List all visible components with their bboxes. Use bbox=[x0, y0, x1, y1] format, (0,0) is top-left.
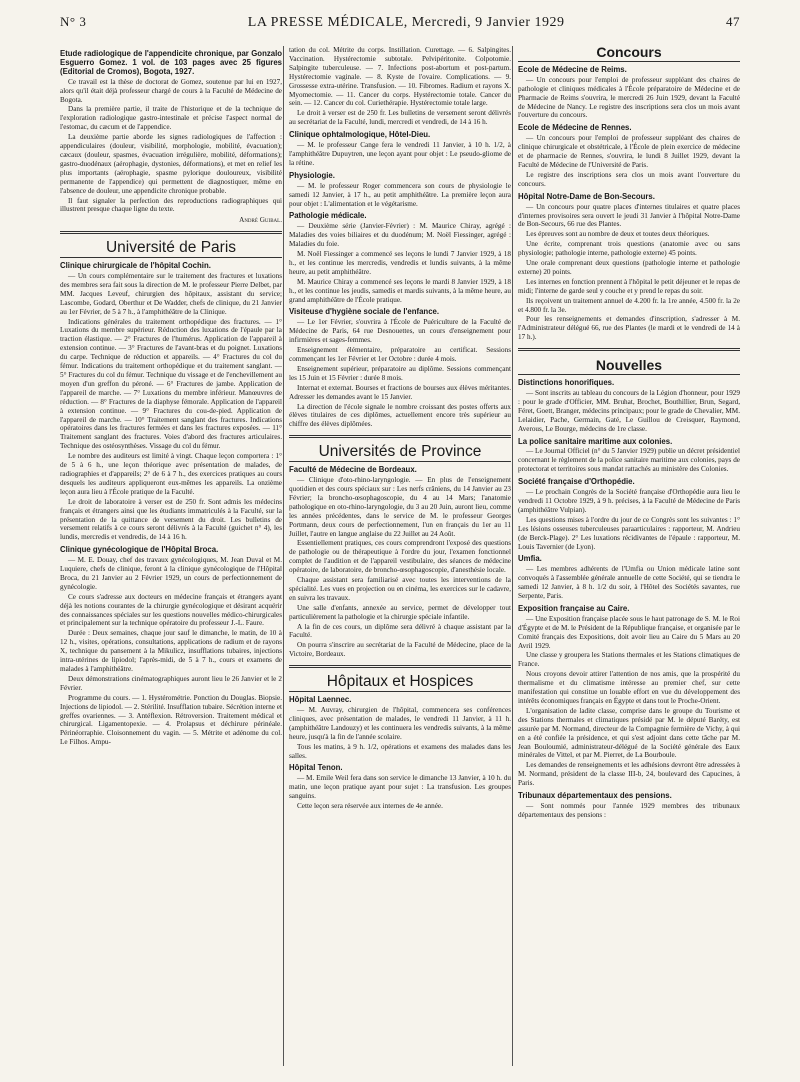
paragraph: — Le 1er Février, s'ouvrira à l'École de Puériculture de la Faculté de Médecine de Paris, 64 rue Desnouettes, un cours d'enseignement pour infirmières et sages-femmes. bbox=[289, 318, 511, 345]
item-title: Clinique gynécologique de l'Hôpital Broca. bbox=[60, 545, 219, 555]
page-number: 47 bbox=[726, 14, 740, 29]
paragraph: M. Noël Fiessinger a commencé ses leçons le lundi 7 Janvier 1929, à 18 h., et les continue les mercredis, vendredis et lundis suivants, à la même heure, au petit amphithéâtre. bbox=[289, 250, 511, 276]
paragraph: Il faut signaler la perfection des reproductions radiographiques qui illustrent presque chaque ligne du texte. bbox=[60, 196, 282, 214]
section-title-universite-paris: Université de Paris bbox=[105, 239, 237, 257]
paragraph: — Sont inscrits au tableau du concours de la Légion d'honneur, pour 1929 : pour le grade d'Officier, MM. Bruhat, Brochet, Bouthillier, Brun, Segard, Féret, Goett, Branger, médecins principaux; pour le grade de Chevalier, MM. Lelaidier, Pache, Germain, Gaté, Le Guillou de Creisquer, Raymond, Averous, Le Bourge, médecins de 1re classe. bbox=[518, 389, 740, 433]
paragraph: Deux démonstrations cinématographiques auront lieu le 26 Janvier et le 2 Février. bbox=[60, 674, 282, 692]
section-rule bbox=[60, 231, 282, 234]
paragraph: M. Maurice Chiray a commencé ses leçons le mardi 8 Janvier 1929, à 18 h., et les continue les jeudis, samedis et mardis suivants, à la même heure, au grand amphithéâtre de l'École pratique. bbox=[289, 277, 511, 304]
paragraph: — Un concours pour l'emploi de professeur suppléant des chaires de clinique chirurgicale et obstétricale, à l'École de plein exercice de médecine et de pharmacie de Rennes, s'ouvrira, le lundi 8 Juillet 1929, devant la Faculté de Médecine de l'Université de Paris. bbox=[518, 134, 740, 169]
paragraph: — Un concours pour l'emploi de professeur suppléant des chaires de pathologie et cliniques médicales à l'École préparatoire de Médecine et de Pharmacie de Reims s'ouvrira, le mercredi 26 Juin 1929, devant la Faculté de Médecine de Nancy. Le registre des inscriptions sera clos un mois avant l'ouverture du concours. bbox=[518, 75, 740, 120]
author-signature: André Guibal. bbox=[239, 216, 282, 225]
paragraph: Enseignement élémentaire, préparatoire au certificat. Sessions commençant les 1er Février et 1er Octobre : durée 4 mois. bbox=[289, 346, 511, 363]
paragraph: On pourra s'inscrire au secrétariat de la Faculté de Médecine, place de la Victoire, Bordeaux. bbox=[289, 641, 511, 659]
paragraph: Le droit à verser est de 250 fr. Les bulletins de versement seront délivrés au secrétariat de la Faculté, lundi, mercredi et vendredi, de 14 à 16 h. bbox=[289, 109, 511, 127]
paragraph: Nous croyons devoir attirer l'attention de nos amis, que la prospérité du thermalisme et du climatisme intéresse au premier chef, sur cette manifestation qui constitue un louable effort en vue du développement des intérêts économiques français en Égypte et dans tout le Proche-Orient. bbox=[518, 670, 740, 705]
item-title: Ecole de Médecine de Rennes. bbox=[518, 123, 632, 133]
paragraph: Ce cours s'adresse aux docteurs en médecine français et étrangers ayant déjà les notions courantes de la chirurgie gynécologique et désirant acquérir des connaissances spéciales sur les questions nouvelles médico-chirurgicales et principalement sur la technique opératoire du professeur J.-L. Faure. bbox=[60, 592, 282, 628]
section-title-nouvelles: Nouvelles bbox=[595, 357, 663, 374]
paragraph: Chaque assistant sera familiarisé avec toutes les interventions de la spécialité. Les vues en projection ou en cinéma, les exercices sur le cadavre, en suivra les travaux. bbox=[289, 576, 511, 602]
paragraph: — Sont nommés pour l'année 1929 membres des tribunaux départementaux des pensions : bbox=[518, 801, 740, 819]
masthead-title: LA PRESSE MÉDICALE, Mercredi, 9 Janvier 1929 bbox=[247, 15, 565, 30]
book-review-title: Etude radiologique de l'appendicite chronique, par Gonzalo Esguerro Gomez. 1 vol. de 103 pages avec 25 figures (Editorial de Cromos), Bogota, 1927. bbox=[60, 49, 282, 76]
item-title: Distinctions honorifiques. bbox=[518, 378, 615, 388]
paragraph: — M. E. Douay, chef des travaux gynécologiques, M. Jean Duval et M. Luquiere, chefs de clinique, feront à la clinique gynécologique de l'Hôpital Broca, du 21 Janvier au 2 Février 1929, un cours de perfectionnement de gynécologie. bbox=[60, 556, 282, 591]
item-title: Faculté de Médecine de Bordeaux. bbox=[289, 465, 417, 475]
paragraph: Essentiellement pratiques, ces cours comprendront l'exposé des questions de pathologie ou de thérapeutique à l'ordre du jour, l'examen fonctionnel complet de l'audition et de l'appareil vestibulaire, des séances de médecine opératoire, de laboratoire, de broncho-œsophagoscopie, d'anesthésie locale. bbox=[289, 539, 511, 575]
paragraph: Ils reçoivent un traitement annuel de 4.200 fr. la 1re année, 4.500 fr. la 2e et 4.800 fr. la 3e. bbox=[518, 296, 740, 314]
paragraph: — Clinique d'oto-rhino-laryngologie. — En plus de l'enseignement quotidien et des cours spéciaux sur : Les nerfs crâniens, du 14 Janvier au 23 Février; la broncho-œsophagoscopie, du 4 au 14 Mars; l'anatomie pathologique en oto-rhino-laryngologie, du 3 au 20 Juin, auront lieu, comme les années précédentes, dans le service de M. le professeur Georges Portmann, deux cours de perfectionnement, l'un en français du 1er au 11 Juillet, l'autre en langue anglaise du 22 Juillet au 24 Août. bbox=[289, 476, 511, 538]
item-title: Visiteuse d'hygiène sociale de l'enfance. bbox=[289, 307, 440, 317]
item-title: Ecole de Médecine de Reims. bbox=[518, 64, 627, 74]
paragraph: tation du col. Métrite du corps. Instillation. Curettage. — 6. Salpingites. Vaccination. Hystérectomie subtotale. Pelvipéritonite. Colpotomie. Salpingite tuberculeuse. — 7. Infections post-abortum et post-partum. Hystérectomie vaginale. — 8. Kyste de l'ovaire. Complications. — 9. Grossesse extra-utérine. Transfusion. — 10. Fibromes. Radium et rayons X. Myomectomie. — 11. Cancer du corps. Hystérectomie totale. Cancer du sein. — 12. Cancer du col. Curiethérapie. Hystérectomie totale large. bbox=[289, 46, 511, 108]
item-title: Physiologie. bbox=[289, 170, 335, 180]
paragraph: Une salle d'enfants, annexée au service, permet de développer tout particulièrement la pathologie et la chirurgie spéciale infantile. bbox=[289, 603, 511, 621]
paragraph: Le droit de laboratoire à verser est de 250 fr. Sont admis les médecins français et étrangers ainsi que les étudiants immatriculés à la Faculté, sur la présentation de la quittance de versement du droit. Les bulletins de versement relatifs à ce cours seront délivrés à la Faculté (guichet n° 4), les lundis, mercredis et vendredis, de 14 à 16 h. bbox=[60, 497, 282, 542]
item-title: Clinique ophtalmologique, Hôtel-Dieu. bbox=[289, 130, 431, 140]
item-title: Pathologie médicale. bbox=[289, 211, 367, 221]
column-divider bbox=[512, 46, 513, 1066]
column-1 bbox=[60, 46, 282, 1076]
item-title: Hôpital Notre-Dame de Bon-Secours. bbox=[518, 191, 655, 201]
item-title: Tribunaux départementaux des pensions. bbox=[518, 791, 672, 801]
paragraph: Les demandes de renseignements et les adhésions devront être adressées à M. Normand, président de la classe III-b, 24, boulevard des Capucines, à Paris. bbox=[518, 761, 740, 788]
column-3 bbox=[518, 46, 740, 1076]
paragraph: Le registre des inscriptions sera clos un mois avant l'ouverture du concours. bbox=[518, 170, 740, 188]
divider bbox=[518, 61, 740, 62]
paragraph: — Les membres adhérents de l'Umfia ou Union médicale latine sont convoqués à l'assemblée générale annuelle de cette Société, qui se tiendra le samedi 12 Janvier, à 8 h. 1/2 du soir, à l'Hôtel des Sociétés savantes, rue Serpente, Paris. bbox=[518, 565, 740, 601]
paragraph: La deuxième partie aborde les signes radiologiques de l'affection : appendiculaires (douleur, visibilité, morphologie, mobilité, évacuation); cæcaux (douleur, spasmes, évacuation irrégulière, mobilité, déformations); gastro-duodénaux (aérophagie, dystonies, déformations), et met en relief les plus importants (aérophagie, spasme pylorique douloureux, visibilité permanente de l'appendice) qui permettent de diagnostiquer, même en l'absence de douleur, une appendicite chronique probable. bbox=[60, 133, 282, 195]
divider bbox=[60, 257, 282, 258]
paragraph: Les questions mises à l'ordre du jour de ce Congrès sont les suivantes : 1° Les lésions osseuses tuberculeuses paraarticulaires : rapporteur, M. Andrieu (de Berck-Plage). 2° Les luxations récidivantes de l'épaule : rapporteur, M. Louis Tavernier (de Lyon). bbox=[518, 515, 740, 551]
column-2 bbox=[289, 46, 511, 1076]
paragraph: Une classe y groupera les Stations thermales et les Stations climatiques de France. bbox=[518, 651, 740, 669]
paragraph: Enseignement supérieur, préparatoire au diplôme. Sessions commençant les 15 Juin et 15 Février : durée 8 mois. bbox=[289, 364, 511, 382]
paragraph: Internat et externat. Bourses et fractions de bourses aux élèves méritantes. Adresser les demandes avant le 15 Janvier. bbox=[289, 383, 511, 401]
paragraph: Le nombre des auditeurs est limité à vingt. Chaque leçon comportera : 1° de 5 à 6 h., une leçon théorique avec présentation de malades, de radiographies et d'appareils; 2° de 6 à 7 h., des exercices pratiques au cours desquels les auditeurs appliqueront eux-mêmes les appareils. La onzième leçon aura lieu à l'École pratique de la Faculté. bbox=[60, 452, 282, 496]
item-title: Hôpital Laennec. bbox=[289, 695, 352, 705]
divider bbox=[289, 461, 511, 462]
paragraph: — Le Journal Officiel (n° du 5 Janvier 1929) publie un décret présidentiel concernant le règlement de la police sanitaire maritime aux colonies, pays de protectorat et territoires sous mandat rattachés au ministère des Colonies. bbox=[518, 447, 740, 474]
paragraph: — Un cours complémentaire sur le traitement des fractures et luxations des membres sera fait sous la direction de M. le professeur Pierre Delbet, par MM. Jacques Leveuf, chirurgien des hôpitaux, assistant du service; Lascombe, Godard, Oberthur et De Wadder, chefs de clinique, du 21 Janvier au 1er Février, de 5 à 7 h., à l'amphithéâtre de la Clinique. bbox=[60, 272, 282, 316]
page-header bbox=[60, 14, 740, 36]
paragraph: Dans la première partie, il traite de l'historique et de la technique de l'exploration radiologique gastro-intestinale et précise l'aspect normal de l'estomac, du cæcum et de l'appendice. bbox=[60, 105, 282, 132]
paragraph: — Une Exposition française placée sous le haut patronage de S. M. le Roi d'Égypte et de M. le Président de la République française, et organisée par le Comité français des Expositions, doit avoir lieu au Caire du 5 Mars au 20 Avril 1929. bbox=[518, 614, 740, 650]
section-title-concours: Concours bbox=[596, 46, 662, 60]
paragraph: Programme du cours. — 1. Hystérométrie. Ponction du Douglas. Biopsie. Injections de lipiodol. — 2. Stérilité. Insufflation tubaire. Sécrétion interne et greffes ovariennes. — 3. Antéflexion. Rétroversion. Traitement médical et chirurgical. Ligamentopexie. — 4. Prolapsus et déchirure périnéale. Périnéorraphie. Cloisonnement du vagin. — 5. Métrite et adénome du col. Le Filhos. Ampu- bbox=[60, 693, 282, 747]
section-rule bbox=[518, 348, 740, 351]
item-title: La police sanitaire maritime aux colonies. bbox=[518, 436, 673, 446]
section-title-hopitaux: Hôpitaux et Hospices bbox=[326, 673, 474, 691]
paragraph: L'organisation de ladite classe, comprise dans le groupe du Tourisme et des Stations thermales et climatiques présidé par M. le député Baréty, est assurée par M. Normand, directeur de la Compagnie fermière de Vichy, à qui en a été confiée la présidence, et qui s'est adjoint dans cette tâche par M. Jean Bouloumié, administrateur-délégué de la Société générale des Eaux minérales de Vittel, et par M. Pierret, de La Bourboule. bbox=[518, 706, 740, 760]
paragraph: — M. Auvray, chirurgien de l'hôpital, commencera ses conférences cliniques, avec présentation de malades, le vendredi 11 Janvier, à 11 h. (amphithéâtre Landouzy) et les continuera les vendredis suivants, à la même heure, jusqu'à la fin de l'année scolaire. bbox=[289, 706, 511, 741]
item-title: Exposition française au Caire. bbox=[518, 603, 630, 613]
paragraph: — Un concours pour quatre places d'internes titulaires et quatre places d'internes provisoires sera ouvert le jeudi 31 Janvier à l'hôpital Notre-Dame de Bon-Secours, 66 rue des Plantes. bbox=[518, 202, 740, 229]
item-title: Hôpital Tenon. bbox=[289, 763, 343, 773]
item-title: Société française d'Orthopédie. bbox=[518, 477, 635, 487]
paragraph: Pour les renseignements et demandes d'inscription, s'adresser à M. l'Administrateur délégué 66, rue des Plantes (le mardi et le vendredi de 14 à 17 h.). bbox=[518, 315, 740, 342]
paragraph: Tous les matins, à 9 h. 1/2, opérations et examens des malades dans les salles. bbox=[289, 742, 511, 760]
paragraph: A la fin de ces cours, un diplôme sera délivré à chaque assistant par la Faculté. bbox=[289, 622, 511, 640]
section-rule bbox=[289, 665, 511, 668]
paragraph: Les internes en fonction prennent à l'hôpital le petit déjeuner et le repas de midi; l'interne de garde seul y couche et y prend le repas du soir. bbox=[518, 277, 740, 295]
section-title-universites-province: Universités de Province bbox=[318, 443, 482, 461]
item-title: Clinique chirurgicale de l'hôpital Cochin. bbox=[60, 261, 211, 271]
column-divider bbox=[283, 46, 284, 1066]
paragraph: Une orale comprenant deux questions (pathologie interne et pathologie externe) 20 points. bbox=[518, 259, 740, 276]
section-rule bbox=[289, 435, 511, 438]
paragraph: Une écrite, comprenant trois questions (anatomie avec ou sans physiologie; pathologie interne, pathologie externe) 45 points. bbox=[518, 240, 740, 258]
paragraph: Ce travail est la thèse de doctorat de Gomez, soutenue par lui en 1927, alors qu'il était déjà professeur chargé de cours à la Faculté de Médecine de Bogota. bbox=[60, 77, 282, 104]
paragraph: — M. le professeur Cange fera le vendredi 11 Janvier, à 10 h. 1/2, à l'amphithéâtre Dupuytren, une leçon ayant pour objet : Le pseudo-gliome de la rétine. bbox=[289, 141, 511, 167]
paragraph: — Deuxième série (Janvier-Février) : M. Maurice Chiray, agrégé : Maladies des voies biliaires et du duodénum; M. Noël Fiessinger, agrégé : Maladies du foie. bbox=[289, 222, 511, 249]
paragraph: Les épreuves sont au nombre de deux et toutes deux théoriques. bbox=[526, 230, 710, 239]
paragraph: Indications générales du traitement orthopédique des fractures. — 1° Luxations du membre supérieur. Réduction des luxations de l'épaule par la traction élastique. — 2° Fractures de l'humérus. Application de l'appareil à extension continue. — 3° Fractures de l'avant-bras et du poignet. Luxations du carpe. Technique de réduction et appareils. — 4° Fractures du col du fémur. Indications du traitement orthopédique et du traitement sanglant. — 5° Fractures du col du fémur. Technique du vissage et de l'enchevillement au moyen d'un greffon du péroné. — 6° Fractures de jambe. Application de l'appareil de marche. — 7° Luxations du membre inférieur. Manœuvres de réduction. — 8° Fractures de la diaphyse fémorale. Application de l'appareil à extension continue. — 9° Fractures du cou-de-pied. Application de l'appareil de marche. — 10° Traitement sanglant des fractures. Indications opératoires dans les fractures fermées et dans les fractures exposées. — 11° Traitement sanglant des fractures. Voies d'abord des fractures articulaires. Technique des ostéosynthèses. Vissage du col du fémur. bbox=[60, 317, 282, 451]
divider bbox=[518, 374, 740, 375]
paragraph: Durée : Deux semaines, chaque jour sauf le dimanche, le matin, de 10 à 12 h., visites, opérations, consultations, applications de radium et de rayons X, technique du pansement à la Mikulicz, insufflations tubaires, injections intra-utérines de lipiodol; l'après-midi, de 5 à 7 h., cours et examens de malades à l'amphithéâtre. bbox=[60, 629, 282, 673]
paragraph: — M. Emile Weil fera dans son service le dimanche 13 Janvier, à 10 h. du matin, une leçon pratique ayant pour sujet : La transfusion. Les groupes sanguins. bbox=[289, 774, 511, 801]
paragraph: Cette leçon sera réservée aux internes de 4e année. bbox=[297, 802, 443, 811]
divider bbox=[289, 691, 511, 692]
paragraph: — Le prochain Congrès de la Société française d'Orthopédie aura lieu le vendredi 11 Octobre 1929, à 9 h. précises, à la Faculté de Médecine de Paris (amphithéâtre Vulpian). bbox=[518, 488, 740, 514]
issue-number: N° 3 bbox=[60, 14, 87, 29]
paragraph: — M. le professeur Roger commencera son cours de physiologie le samedi 12 Janvier, à 17 h., au petit amphithéâtre. La première leçon aura pour objet : L'alimentation et le végétarisme. bbox=[289, 181, 511, 208]
item-title: Umfia. bbox=[518, 554, 542, 564]
paragraph: La direction de l'école signale le nombre croissant des postes offerts aux élèves titulaires de ces diplômes, actuellement encore très supérieur au chiffre des élèves diplômées. bbox=[289, 402, 511, 429]
